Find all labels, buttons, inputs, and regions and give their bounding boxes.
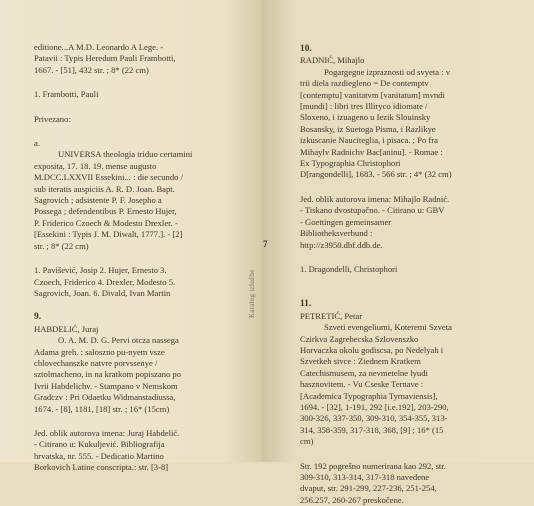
entry-line: trii diela razdiegleno = De contemptv [300, 78, 429, 89]
entry-line: Szvetkeh sivce : Ziednem Kratkem [300, 356, 421, 367]
entry-line: Jed. oblik autorova imena: Mihajlo Radnić. [300, 193, 450, 204]
right-column [300, 44, 514, 506]
entry-line: 1674. - [8], 1181, [18] str. ; 16* (15cm) [34, 403, 170, 414]
entry-line: Gradczv : Pri Odaetku Widmanstadiussa, [34, 392, 176, 403]
entry-10-heading: RADNIĆ, Mihajlo [300, 55, 365, 66]
top-entry-text [34, 42, 246, 76]
entry-line: Possega ; defendentibus P. Ernesto Hujer, [34, 206, 177, 217]
entry-line: chlovechanszke natvre porvssenye / [34, 357, 158, 368]
entry-line: 1667. - [51], 432 str. ; 8* (22 cm) [34, 64, 149, 75]
entry-line: editione...A M.D. Leonardo A Lege. - [34, 42, 164, 52]
entry-line: Ex Typographia Christophori [300, 158, 401, 169]
entry-a-references [34, 265, 246, 299]
entry-line: - Citirano u: Kukuljević. Bibliografija [34, 439, 165, 450]
entry-11-notes [300, 461, 514, 506]
entry-line: hrvatska, nr. 555. - Dedicatio Martino [34, 450, 164, 461]
entry-10-number: 10. [300, 44, 312, 54]
entry-line: Sagrovich, Joan. 6. Divald, Ivan Martin [34, 287, 171, 298]
entry-9-heading: HABDELIĆ, Juraj [34, 323, 99, 334]
entry-9-text [34, 335, 246, 415]
entry-line: [Essekini : Typis J. M. Diwalt, 1777.]. - [2] [34, 229, 183, 240]
entry-line: [Academica Typographia Tyrnaviensis], [300, 390, 438, 401]
entry-line: [mundi] : libri tres Illiryco idiomate / [300, 101, 428, 112]
entry-line: sztolmacheno, in na kratkom popiszano po [34, 369, 182, 380]
entry-line: UNIVERSA theologia triduo certamini [58, 149, 193, 160]
entry-line: - Tiskano dvostupačno. - Citirano u: GBV [300, 205, 445, 216]
entry-line: Ivrii Habdelichv. - Stampano v Nemskom [34, 380, 178, 391]
entry-line: 300-326, 337-350, 309-310, 354-355, 313- [300, 413, 448, 424]
entry-10-text [300, 67, 514, 181]
entry-line: Sagrovich ; adsistente P. F. Josepho a [34, 195, 162, 206]
entry-line: Jed. oblik autorova imena: Juraj Habdelić. [34, 427, 180, 438]
entry-line: P. Friderico Czoech & Modesto Drexler. - [34, 217, 178, 228]
entry-line: Szveti evengeliumi, Koteremi Szveta [324, 322, 452, 333]
entry-line: 309-310, 313-314, 317-318 navedene [300, 472, 430, 482]
entry-line: 256.257, 260-267 preskočene. [300, 494, 404, 505]
entry-line: M.DCC.LXXVII Essekini... : die secundo / [34, 172, 183, 183]
entry-line: cm) [300, 436, 314, 447]
entry-line: [contemptu] vanitatvm [vanitatum] mvndi [300, 89, 445, 100]
entry-line: Str. 192 pogrešno numerirana kao 292, str. [300, 460, 446, 471]
entry-line: Borkovich Latine conscripta.: str. [3-8] [34, 462, 169, 473]
entry-line: izkuscanie Nauciteglia, i pisaca. ; Po fra [300, 135, 438, 146]
entry-line: Horvaczka okolu godiscsa, po Nedelyah i [300, 344, 444, 355]
entry-line: http://z3950.dbf.ddb.de. [300, 239, 383, 250]
entry-line: str. ; 8* (22 cm) [34, 240, 89, 251]
entry-line: 1694. - [32], 1-191, 292 [i.e.192], 203-290, [300, 401, 449, 412]
entry-line: Bibliotheksverbund : [300, 228, 373, 239]
entry-line: Bosansky, iz Suetoga Pisma, i Razlikye [300, 123, 436, 134]
entry-line: Adama greh. : saloszno pu-nyem vsze [34, 346, 165, 357]
catalog-side-label: Katalog izložbe [248, 269, 256, 318]
privezano-label: Privezano: [34, 113, 71, 124]
entry-9-notes [34, 428, 246, 474]
entry-line: D[rangondelli], 1683. - 566 str. ; 4* (32 cm) [300, 169, 452, 180]
entry-11-heading: PETRETIĆ, Petar [300, 310, 363, 321]
entry-a-marker: a. [34, 138, 40, 149]
entry-10-reference: 1. Dragondelli, Christophori [300, 263, 398, 274]
entry-line: Patavii : Typis Heredum Pauli Frambotti, [34, 53, 176, 64]
entry-line: Czoech, Friderico 4. Drexler, Modesto 5. [34, 276, 176, 287]
left-column [34, 42, 246, 474]
entry-line: Mihaylv Radnichv Bac[aninu]. - Romae : [300, 146, 443, 157]
entry-line: Czirkva Zagrebecska Szlovenszko [300, 333, 419, 344]
entry-line: 314, 358-359, 317-318, 368, [9] ; 16* (15 [300, 424, 444, 435]
entry-a-text [34, 149, 246, 252]
top-entry-reference: 1. Frambotti, Pauli [34, 89, 99, 100]
entry-line: 1. Pavišević, Josip 2. Hujer, Ernesto 3. [34, 265, 167, 276]
entry-9-number: 9. [34, 312, 42, 323]
entry-line: Sloxeno, i izuageno u Iezik Slouinsky [300, 112, 431, 123]
entry-11-text [300, 322, 514, 447]
entry-line: Pogargegne izpraznosti od svyeta : v [324, 66, 451, 77]
entry-line: sub iteratis auspiciis A. R. D. Joan. Bapt. [34, 183, 175, 194]
entry-line: Catechismusem, za nevmetelne lyudi [300, 367, 428, 378]
page-number: 7 [263, 239, 268, 249]
entry-line: - Goettingen gemeinsamer [300, 216, 392, 227]
entry-11-number: 11. [300, 299, 312, 310]
entry-line: exposita, 17. 18. 19. mense augusto [34, 160, 157, 171]
entry-line: hasznovitem. - Vu Cseske Ternave : [300, 379, 424, 390]
entry-line: dvaput, str. 291-299, 227-236, 251-254, [300, 483, 437, 494]
entry-line: O. A. M. D. G. Pervi otcza nassega [58, 335, 179, 346]
entry-10-notes [300, 194, 514, 251]
